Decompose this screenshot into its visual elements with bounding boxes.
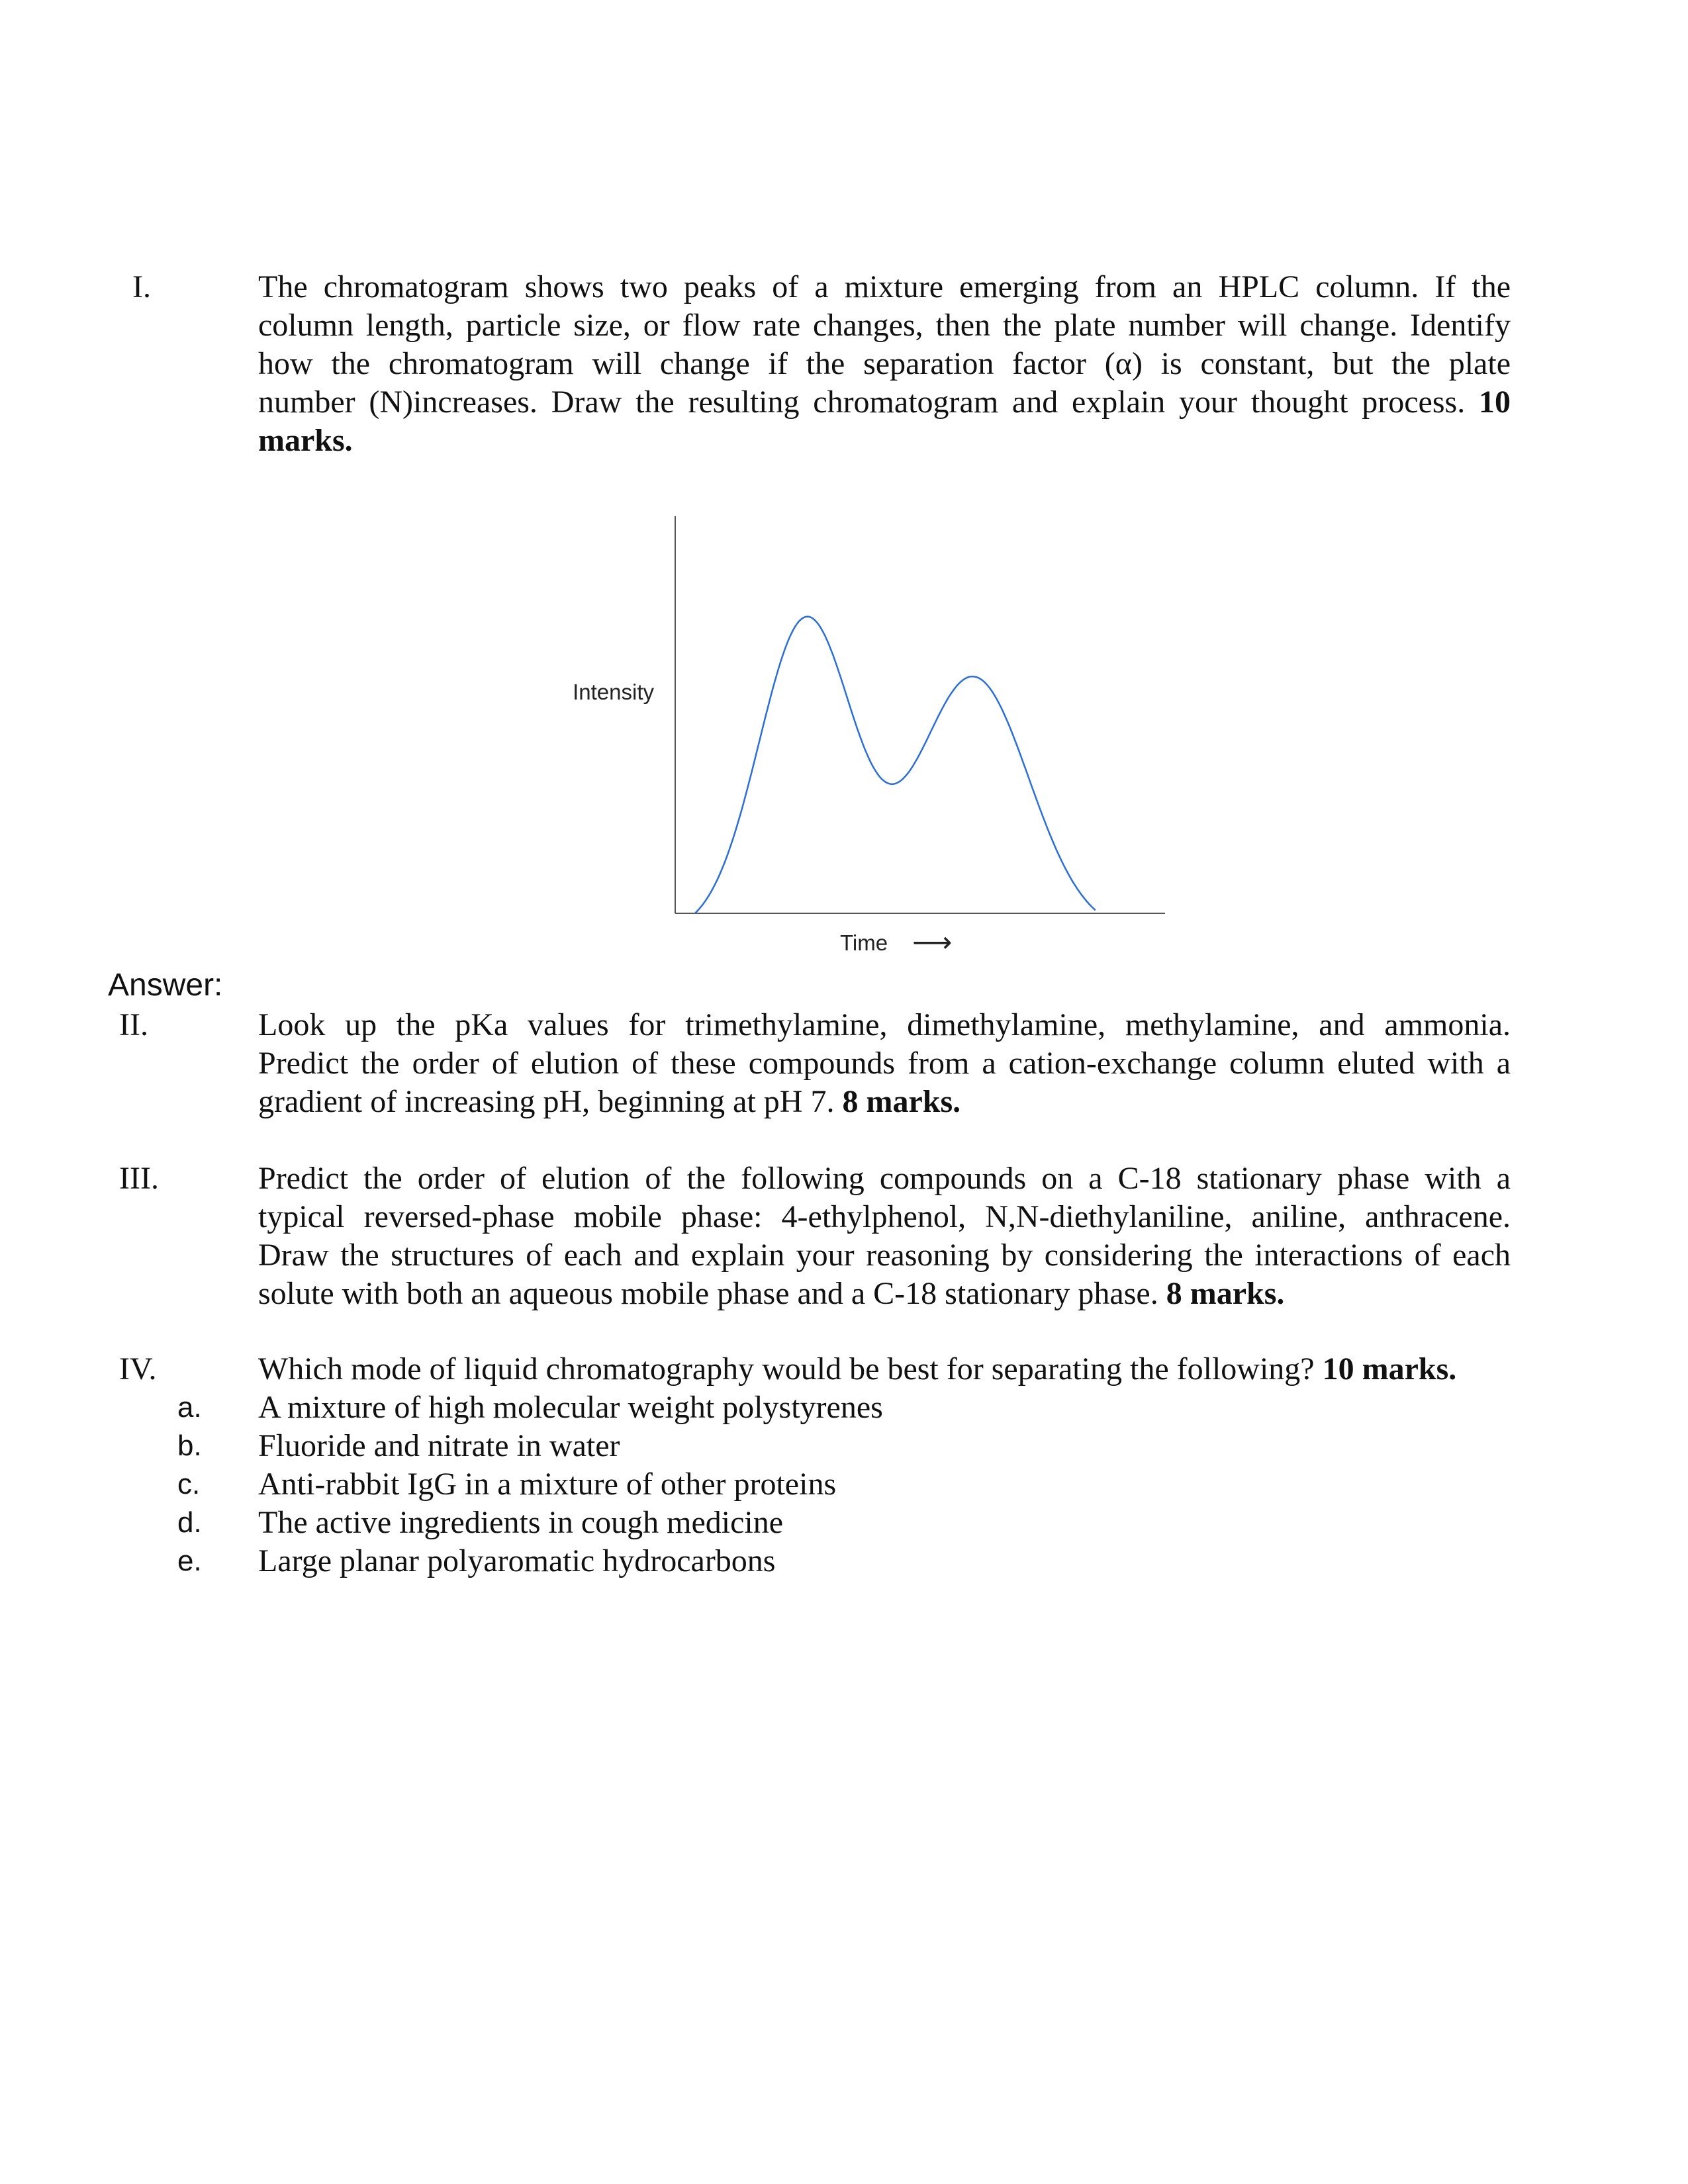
question-1-line: how the chromatogram will change if the separation factor (α) is constant, but the plate bbox=[258, 346, 1511, 381]
option-text-c: Anti-rabbit IgG in a mixture of other proteins bbox=[258, 1467, 837, 1502]
answer-label: Answer: bbox=[108, 968, 223, 1003]
question-number-1: I. bbox=[132, 269, 151, 304]
option-text-a: A mixture of high molecular weight polystyrenes bbox=[258, 1390, 883, 1425]
question-1-line-text: number (N)increases. Draw the resulting chromatogram and explain your thought process. bbox=[258, 385, 1466, 420]
option-letter-c: c. bbox=[177, 1468, 201, 1500]
question-3-marks: 8 marks. bbox=[1166, 1276, 1285, 1311]
question-number-3: III. bbox=[119, 1161, 159, 1196]
question-4-marks: 10 marks. bbox=[1322, 1351, 1457, 1387]
option-text-b: Fluoride and nitrate in water bbox=[258, 1428, 620, 1463]
question-1-line bbox=[258, 422, 1511, 460]
question-2-marks: 8 marks. bbox=[842, 1084, 961, 1119]
option-letter-b: b. bbox=[177, 1430, 202, 1462]
y-axis-label: Intensity bbox=[573, 680, 654, 704]
series-layer bbox=[695, 617, 1096, 913]
x-axis-label: Time bbox=[839, 931, 888, 955]
option-text-e: Large planar polyaromatic hydrocarbons bbox=[258, 1543, 776, 1578]
question-3-line-text: solute with both an aqueous mobile phase and a C-18 stationary phase. bbox=[258, 1276, 1158, 1311]
option-text-d: The active ingredients in cough medicine bbox=[258, 1505, 784, 1540]
option-letter-e: e. bbox=[177, 1545, 202, 1577]
option-letter-d: d. bbox=[177, 1506, 202, 1539]
question-2-text bbox=[258, 1006, 1511, 1121]
question-number-4: IV. bbox=[119, 1351, 157, 1387]
question-1-marks-value: 10 bbox=[1479, 385, 1511, 420]
question-2-line-text: gradient of increasing pH, beginning at pH 7. bbox=[258, 1084, 835, 1119]
x-axis-arrow-icon: ⟶ bbox=[912, 927, 953, 958]
question-1-marks-unit: marks. bbox=[258, 423, 353, 458]
chromatogram-series-line bbox=[695, 617, 1096, 913]
question-3-line: typical reversed-phase mobile phase: 4-ethylphenol, N,N-diethylaniline, aniline, anthracene. bbox=[258, 1199, 1511, 1234]
chromatogram-chart bbox=[530, 503, 1192, 966]
question-4-prompt-text: Which mode of liquid chromatography would be best for separating the following? bbox=[258, 1351, 1315, 1387]
question-3-text bbox=[258, 1160, 1511, 1313]
option-letter-a: a. bbox=[177, 1391, 202, 1424]
question-1-line: The chromatogram shows two peaks of a mixture emerging from an HPLC column. If the bbox=[258, 269, 1511, 304]
question-2-line bbox=[258, 1083, 1511, 1121]
question-2-line: Look up the pKa values for trimethylamine, dimethylamine, methylamine, and ammonia. bbox=[258, 1007, 1511, 1042]
question-3-line: Draw the structures of each and explain your reasoning by considering the interactions of each bbox=[258, 1238, 1511, 1273]
question-4-prompt bbox=[258, 1350, 1456, 1388]
question-3-line bbox=[258, 1275, 1511, 1313]
question-3-line: Predict the order of elution of the following compounds on a C-18 stationary phase with a bbox=[258, 1161, 1511, 1196]
question-1-text bbox=[258, 268, 1511, 460]
question-1-line: column length, particle size, or flow rate changes, then the plate number will change. Identify bbox=[258, 308, 1511, 343]
question-2-line: Predict the order of elution of these compounds from a cation-exchange column eluted with a bbox=[258, 1046, 1511, 1081]
question-1-line bbox=[258, 383, 1511, 422]
question-number-2: II. bbox=[119, 1007, 148, 1042]
